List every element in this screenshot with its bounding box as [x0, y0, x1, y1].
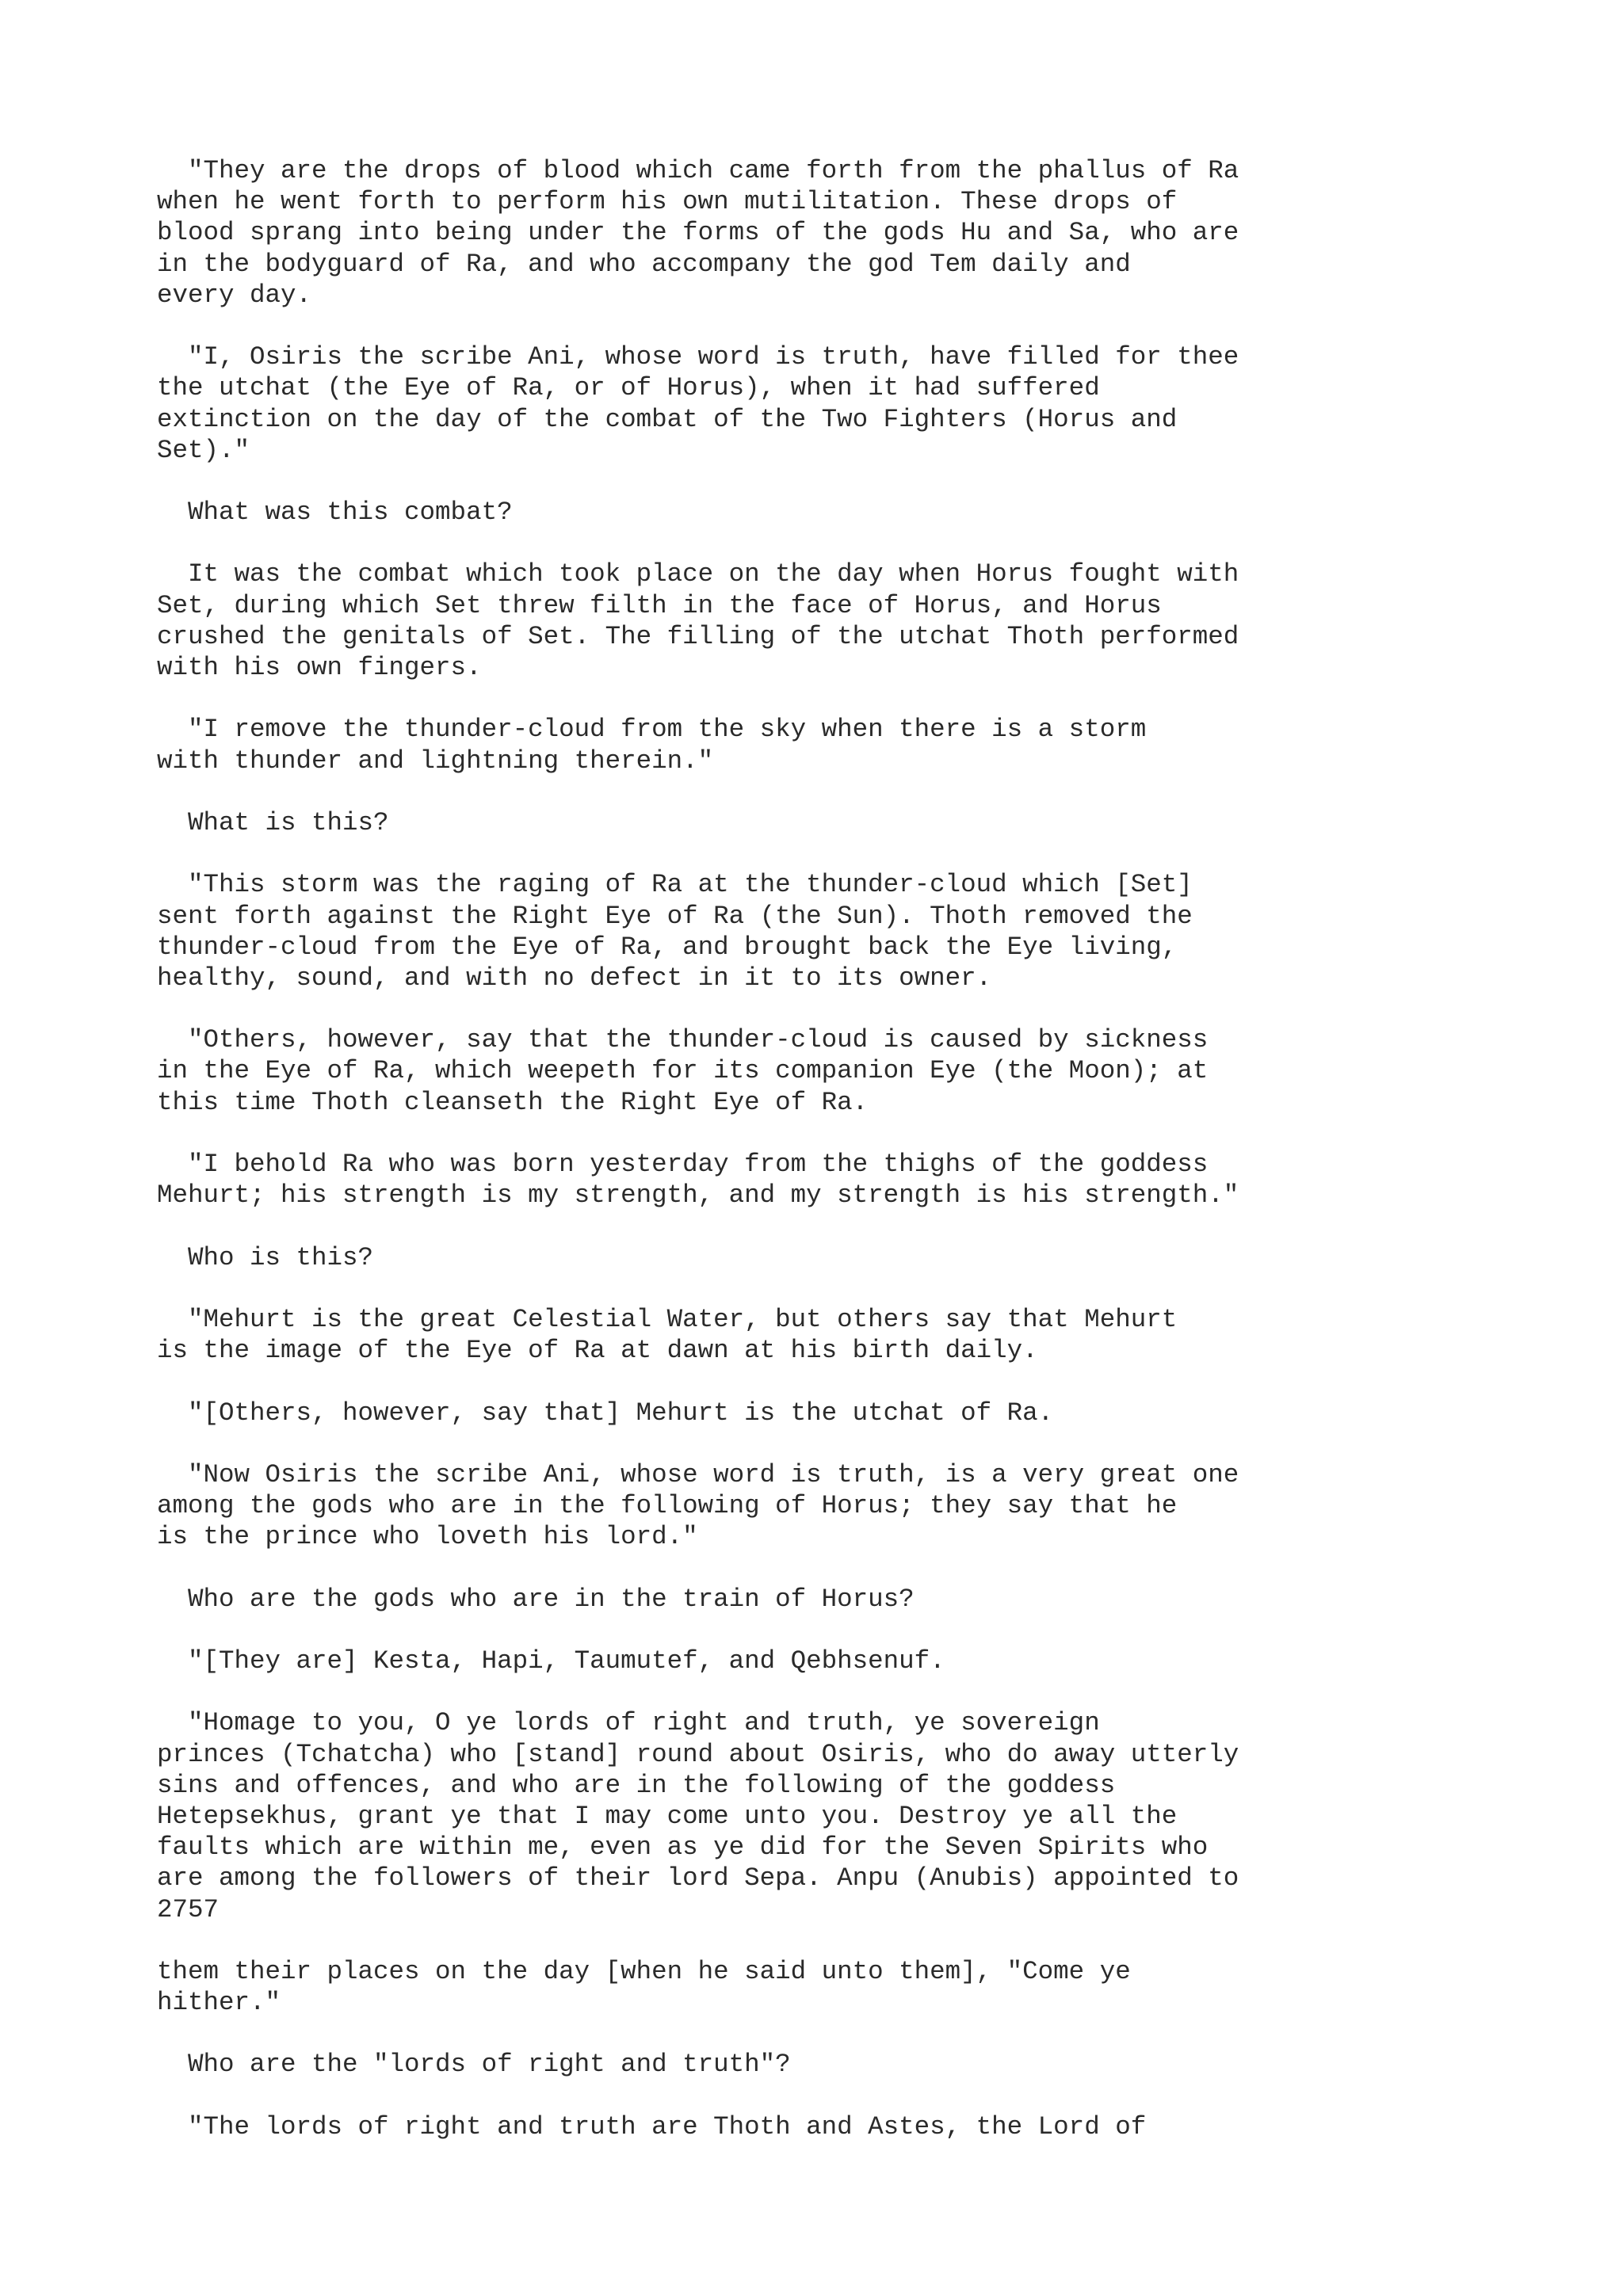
text-line: when he went forth to perform his own mutilitation. These drops of	[157, 187, 1178, 217]
text-line: with his own fingers.	[157, 653, 482, 682]
text-line	[157, 1118, 1504, 1149]
text-line: are among the followers of their lord Sepa. Anpu (Anubis) appointed to	[157, 1863, 1239, 1894]
text-line: in the Eye of Ra, which weepeth for its companion Eye (the Moon); at	[157, 1056, 1209, 1086]
text-line: Who is this?	[157, 1242, 374, 1272]
text-line	[157, 1211, 1504, 1241]
text-line	[157, 2081, 1504, 2111]
text-line	[157, 1273, 1504, 1304]
text-line	[157, 1615, 1504, 1646]
text-line	[157, 2018, 1504, 2049]
text-line	[157, 1676, 1504, 1707]
text-line: hither."	[157, 1988, 281, 2018]
text-line	[157, 1366, 1504, 1397]
text-line: "Homage to you, O ye lords of right and truth, ye sovereign	[157, 1708, 1100, 1738]
text-line: princes (Tchatcha) who [stand] round about Osiris, who do away utterly	[157, 1739, 1239, 1769]
text-line: is the prince who loveth his lord."	[157, 1522, 698, 1552]
text-line: them their places on the day [when he said unto them], "Come ye	[157, 1956, 1131, 1986]
text-line	[157, 311, 1504, 341]
text-line: "They are the drops of blood which came forth from the phallus of Ra	[157, 156, 1239, 185]
text-line: 2757	[157, 1894, 220, 1924]
text-line: in the bodyguard of Ra, and who accompany the god Tem daily and	[157, 249, 1131, 279]
text-line: Hetepsekhus, grant ye that I may come unto you. Destroy ye all the	[157, 1801, 1178, 1831]
text-line: What is this?	[157, 807, 389, 837]
text-line	[157, 466, 1504, 497]
text-line	[157, 838, 1504, 869]
text-line	[157, 994, 1504, 1024]
text-line: Set, during which Set threw filth in the face of Horus, and Horus	[157, 590, 1162, 620]
text-line: Who are the gods who are in the train of Horus?	[157, 1584, 915, 1614]
text-line: every day.	[157, 280, 312, 310]
text-line: with thunder and lightning therein."	[157, 746, 714, 776]
text-line: extinction on the day of the combat of the Two Fighters (Horus and	[157, 404, 1178, 434]
text-line	[157, 528, 1504, 559]
text-line: healthy, sound, and with no defect in it to its owner.	[157, 963, 992, 993]
text-line: Who are the "lords of right and truth"?	[157, 2050, 791, 2080]
text-line: blood sprang into being under the forms of the gods Hu and Sa, who are	[157, 218, 1239, 248]
text-line: "Mehurt is the great Celestial Water, but others say that Mehurt	[157, 1304, 1178, 1334]
text-line	[157, 1428, 1504, 1459]
document-text	[157, 155, 1504, 2142]
text-line: It was the combat which took place on the day when Horus fought with	[157, 559, 1239, 589]
text-line: What was this combat?	[157, 498, 513, 528]
text-line: Mehurt; his strength is my strength, and my strength is his strength."	[157, 1180, 1239, 1211]
text-line: "Now Osiris the scribe Ani, whose word is truth, is a very great one	[157, 1459, 1239, 1489]
text-line: crushed the genitals of Set. The filling of the utchat Thoth performed	[157, 621, 1239, 651]
text-line: the utchat (the Eye of Ra, or of Horus), when it had suffered	[157, 373, 1100, 403]
text-line: sent forth against the Right Eye of Ra (the Sun). Thoth removed the	[157, 901, 1193, 931]
text-line	[157, 1925, 1504, 1956]
text-line: thunder-cloud from the Eye of Ra, and brought back the Eye living,	[157, 932, 1178, 962]
text-line	[157, 683, 1504, 714]
text-line: among the gods who are in the following of Horus; they say that he	[157, 1491, 1178, 1521]
text-line: sins and offences, and who are in the following of the goddess	[157, 1770, 1116, 1800]
text-line: "[They are] Kesta, Hapi, Taumutef, and Qebhsenuf.	[157, 1646, 945, 1676]
text-line	[157, 776, 1504, 807]
text-line: Set)."	[157, 435, 250, 465]
text-line: is the image of the Eye of Ra at dawn at his birth daily.	[157, 1336, 1038, 1366]
text-line: this time Thoth cleanseth the Right Eye of Ra.	[157, 1087, 869, 1117]
text-line	[157, 1552, 1504, 1583]
text-line: "I, Osiris the scribe Ani, whose word is truth, have filled for thee	[157, 342, 1239, 372]
text-line: "[Others, however, say that] Mehurt is the utchat of Ra.	[157, 1398, 1054, 1428]
text-line: "This storm was the raging of Ra at the thunder-cloud which [Set]	[157, 870, 1193, 900]
text-line: "I remove the thunder-cloud from the sky when there is a storm	[157, 715, 1147, 745]
text-line: "The lords of right and truth are Thoth and Astes, the Lord of	[157, 2111, 1147, 2142]
text-line: "I behold Ra who was born yesterday from the thighs of the goddess	[157, 1150, 1209, 1179]
text-line: faults which are within me, even as ye did for the Seven Spirits who	[157, 1833, 1209, 1863]
text-line: "Others, however, say that the thunder-cloud is caused by sickness	[157, 1025, 1209, 1055]
